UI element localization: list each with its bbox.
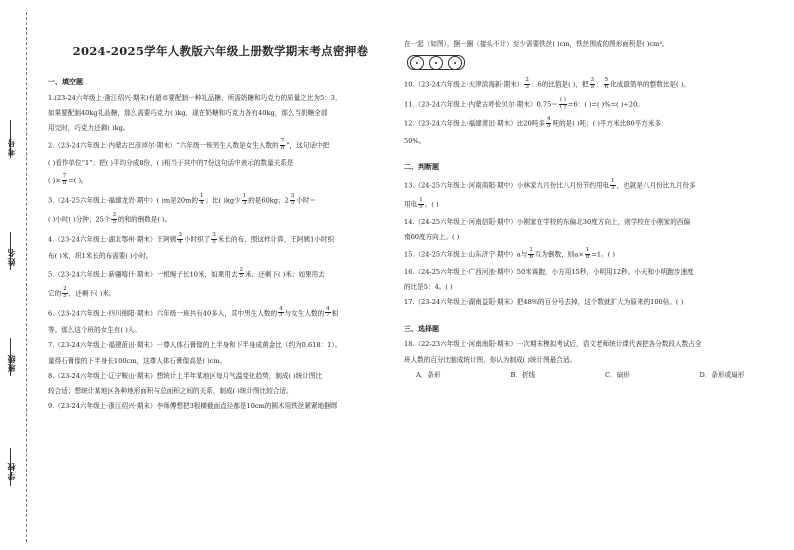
question-6	[48, 307, 393, 335]
question-text: 3.（24-25六年级上·福建龙岩·期中）( )m是20m的	[48, 196, 198, 205]
question-text: a与	[516, 250, 528, 259]
log-circle	[429, 56, 443, 70]
binding-label-exam-no: 考号	[6, 138, 16, 156]
question-text: 与女生人数的	[284, 308, 325, 317]
question-text: 相	[331, 308, 339, 317]
question-4	[48, 233, 393, 261]
question-text: ；比( )kg少	[205, 196, 241, 205]
question-text: 如果要配制40kg礼品糖，那么需要巧克力( )kg，现在奶糖和巧克力各有40kg，那么当奶糖全部	[48, 108, 328, 117]
question-text: 7.（23-24六年级上·福建莆田·期末）一尊人体石膏像的上半身和下半身成黄金比（约为0.618：1）。	[48, 341, 342, 350]
question-text: 用电	[404, 200, 418, 209]
question-text: ”，这句话中把	[286, 141, 330, 150]
question-text: 1.(23-24六年级上·浙江绍兴·期末)有超市要配制一种礼品糖，所需奶糖和巧克力的质量之比为5：3，	[48, 93, 342, 102]
question-text: 化成最简单的整数比是( )。	[610, 80, 690, 89]
fraction: $\frac{1}{3}$	[242, 192, 247, 206]
fraction: $\frac{2}{5}$	[63, 286, 67, 299]
question-text: 9.（23-24六年级上·浙江绍兴·期末）李师傅想把3根横截面直径都是10cm的圆木用铁丝紧紧地捆绑	[48, 402, 338, 411]
fraction: $\frac{7}{8}$	[62, 173, 67, 186]
option-b[interactable]: B．折线	[510, 370, 536, 379]
question-text: ：6的比值是( )，把	[530, 80, 589, 89]
question-text: 18.（22-23六年级上·河南南阳·期末）一次期末模拟考试后，语文老师统计课代表把各分数段人数占全	[404, 340, 702, 349]
fraction: $\frac{1}{5}$	[611, 177, 615, 191]
question-7	[48, 341, 393, 364]
question-text: 5.（23-24六年级上·新疆喀什·期末）一根绳子长10米，如果用去	[48, 269, 238, 278]
section-heading-judge: 二、判断题	[404, 162, 439, 172]
question-text: =1。( )	[591, 250, 615, 259]
fraction: $\frac{3}{4}$	[178, 231, 182, 245]
question-text: 小时＝	[296, 196, 317, 205]
page-title: 2024-2025学年人教版六年级上册数学期末考点密押卷	[72, 44, 369, 58]
question-text: ：	[596, 80, 603, 89]
fraction: $\frac{3}{5}$	[290, 192, 295, 206]
question-text: 4.（23-24六年级上·湖北鄂州·期末）王阿姨	[48, 235, 177, 244]
question-text: 较合适；想统计某地区各种地形面积与总面积之间的关系，制成( )统计图比较合适。	[48, 387, 293, 396]
question-12	[404, 117, 782, 145]
question-9	[48, 402, 393, 410]
log-circle	[410, 56, 424, 70]
question-text: 16.（24-25六年级上·广西河池·期中）50米赛跑，小方用15秒，小明用12秒。小天和小明跑步速度	[404, 267, 694, 276]
question-15	[404, 248, 782, 261]
question-text: ( )×	[48, 176, 61, 185]
question-text: 量得石膏像的下半身长100cm，这尊人体石膏像高是( )cm。	[48, 356, 227, 365]
fraction: $\frac{1}{4}$	[199, 192, 204, 206]
question-text: ( )小时( )分钟；25个	[48, 215, 111, 224]
question-text: ，也就是八月份比九月份多	[616, 181, 696, 190]
question-text: 。( )	[424, 200, 439, 209]
option-a[interactable]: A．条形	[416, 370, 441, 379]
question-14	[404, 218, 782, 241]
fraction: $\frac{2}{5}$	[239, 266, 244, 280]
question-16	[404, 268, 782, 291]
question-text: ( )看作单位“1”；把( )平均分成8份，( )相当于其中的7份这句话中表示的数量关系是	[48, 158, 294, 167]
question-text: 小时织了	[183, 235, 211, 244]
fraction: $\frac{3}{5}$	[212, 231, 216, 245]
question-text: 它的	[48, 289, 62, 298]
option-c[interactable]: C．扇形	[605, 370, 630, 379]
answer-options	[404, 371, 782, 379]
question-text: 50%。	[404, 136, 426, 145]
fraction: $\frac{4}{5}$	[279, 305, 283, 319]
question-text: 的和的倒数是( )。	[117, 215, 172, 224]
question-18	[404, 340, 782, 379]
log-circle	[448, 56, 462, 70]
question-text: 的比是5：4。( )	[404, 283, 453, 292]
right-column	[404, 40, 782, 385]
binding-label-school: 学校	[6, 462, 16, 480]
question-text: 布( )米，织1米长的布需要( )小时。	[48, 252, 153, 261]
question-10	[404, 78, 782, 91]
fraction: $\frac{7}{8}$	[280, 138, 285, 152]
question-17	[404, 298, 782, 306]
question-text: 吨的是( )吨；( )平方米比80平方米多	[552, 119, 662, 128]
question-text: =6：( )=( )%=( )÷20。	[567, 100, 644, 109]
fraction: $\frac{4}{5}$	[546, 116, 551, 130]
binding-dashed-line	[26, 12, 27, 542]
question-text: 米，还剩下( )米；如果用去	[245, 269, 325, 278]
question-text: 在一起（如图），捆一圈（接头不计）至少需要铁丝( )cm，铁丝围成的图形面积是( )cm²。	[404, 40, 669, 48]
question-11	[404, 98, 782, 111]
question-9-continued	[404, 40, 782, 70]
question-text: 2.（23-24六年级上·内蒙古巴彦淖尔·期末）“六年级一班男生人数是女生人数的	[48, 141, 279, 150]
question-text: 用完时，巧克力还剩( )kg。	[48, 124, 130, 133]
question-text: 15.（24-25六年级上·山东济宁·期中）	[404, 250, 517, 259]
option-d[interactable]: D．条形或扇形	[699, 370, 745, 379]
binding-label-name: 姓名	[6, 248, 16, 266]
question-text: 等。那么这个班的女生有( )人。	[48, 326, 141, 335]
question-5	[48, 268, 393, 300]
question-text: 12.（23-24六年级上·福建莆田·期末）比20吨多	[404, 119, 545, 128]
question-text: =( )。	[68, 176, 88, 185]
question-text: 6.（23-24六年级上·四川绵阳·期末）六年级一班共有40多人，其中男生人数的	[48, 308, 278, 317]
binding-strip	[0, 0, 44, 550]
question-text: 8.（23-24六年级上·辽宁鞍山·期末）想统计上半年某地区每月气温变化趋势，制成( )统计图比	[48, 371, 323, 380]
question-text: 米长的布，照这样计算，王阿姨1小时织	[217, 235, 335, 244]
question-text: 10.（23-24六年级上·天津滨海新·期末）	[404, 80, 524, 89]
fraction: $\frac{1}{b}$	[585, 247, 590, 261]
question-text: 11.（23-24六年级上·内蒙古呼伦贝尔·期末）0.75＝	[404, 100, 558, 109]
section-heading-fill: 一、填空题	[48, 77, 83, 86]
question-8	[48, 372, 393, 395]
fraction: $\frac{2}{3}$	[525, 77, 529, 90]
question-text: 互为倒数，则a×	[534, 250, 584, 259]
question-text: 班人数的百分比制成统计图，你认为制成( )统计图最合适。	[404, 355, 577, 364]
fraction: $\frac{4}{7}$	[326, 305, 330, 319]
question-13	[404, 179, 782, 211]
binding-label-class: 班级	[6, 354, 16, 372]
question-text: 17.（23-24六年级上·湖南益阳·期末）把48%的百分号去掉，这个数就扩大为原来的100倍。( )	[404, 298, 684, 307]
question-3	[48, 194, 393, 226]
fraction: $\frac{5}{6}$	[604, 77, 609, 90]
question-1	[48, 94, 393, 133]
question-text: 南60度方向上。( )	[404, 233, 460, 242]
question-2	[48, 139, 393, 186]
fraction: $\frac{1}{5}$	[419, 197, 423, 211]
left-column	[48, 72, 393, 418]
section-heading-choice: 三、选择题	[404, 323, 439, 333]
question-text: 13.（24-25六年级上·河南南阳·期中）小林家九月份比八月份节约用电	[404, 181, 610, 190]
fraction: $\frac{3}{5}$	[590, 77, 594, 90]
question-text: 14.（24-25六年级上·河南信阳·期中）小刚家在学校的东偏北30度方向上，则学校在小刚家的西偏	[404, 217, 691, 226]
fraction: $\frac{3}{5}$	[112, 212, 116, 226]
question-text: 的是60kg；2	[248, 196, 289, 205]
question-text: ，还剩下( )米。	[68, 289, 116, 298]
three-logs-figure	[407, 55, 465, 70]
fraction-blank[interactable]: $\frac{( )}{( )}$	[559, 96, 566, 110]
fraction: $\frac{1}{b}$	[529, 247, 533, 261]
